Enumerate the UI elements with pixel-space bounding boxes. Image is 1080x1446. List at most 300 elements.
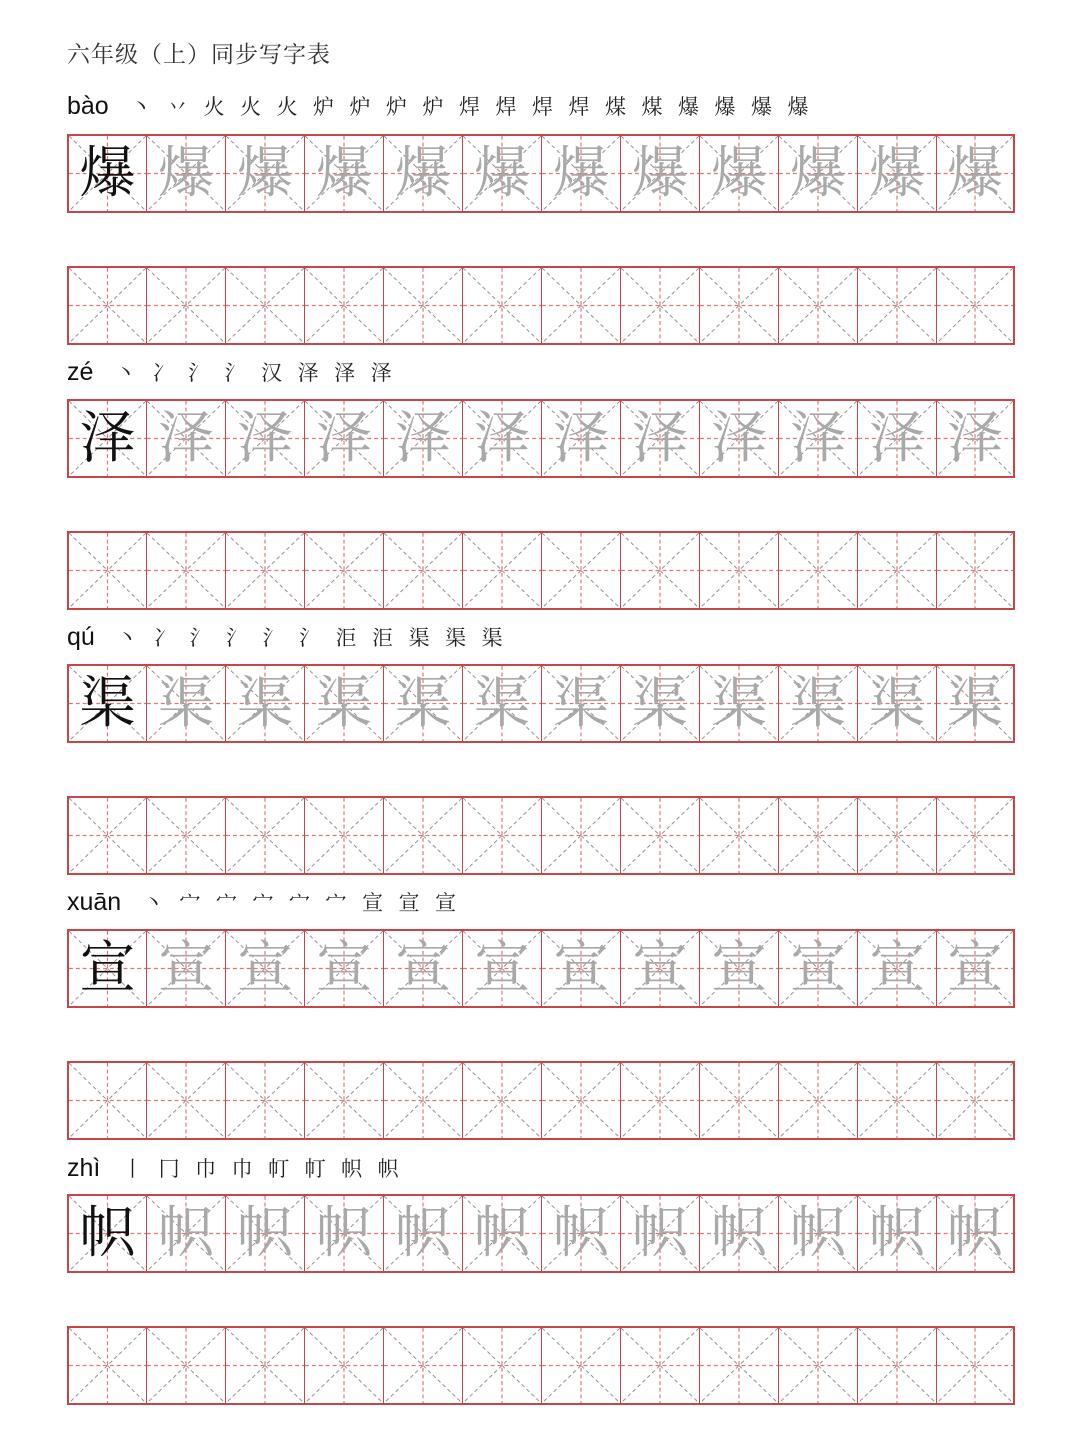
blank-practice-cell[interactable]: [383, 1328, 462, 1403]
trace-cell: [146, 666, 225, 741]
trace-character: 泽: [947, 405, 1003, 471]
stroke-step: 泽: [334, 361, 356, 385]
model-trace-row: [67, 1194, 1015, 1273]
mizige-guide-icon: [937, 268, 1013, 343]
trace-character: 帜: [237, 1200, 293, 1266]
trace-cell: [304, 136, 383, 211]
mizige-guide-icon: [700, 1328, 778, 1403]
trace-cell: [383, 401, 462, 476]
stroke-step: 冫: [151, 361, 173, 385]
trace-cell: [225, 666, 304, 741]
mizige-guide-icon: [779, 798, 857, 873]
blank-practice-cell[interactable]: [620, 798, 699, 873]
blank-practice-cell[interactable]: [462, 1328, 541, 1403]
mizige-guide-icon: [779, 1328, 857, 1403]
trace-cell: [699, 931, 778, 1006]
blank-practice-cell[interactable]: [225, 1063, 304, 1138]
trace-character: 帜: [158, 1200, 214, 1266]
mizige-guide-icon: [700, 533, 778, 608]
blank-practice-cell[interactable]: [304, 533, 383, 608]
trace-cell: [936, 1196, 1015, 1271]
trace-cell: [383, 1196, 462, 1271]
stroke-step: 宣: [434, 891, 456, 915]
blank-practice-row: [67, 1061, 1015, 1140]
blank-practice-cell[interactable]: [146, 1063, 225, 1138]
stroke-order-line: [67, 1148, 406, 1188]
mizige-guide-icon: [779, 268, 857, 343]
stroke-order-line: [67, 882, 464, 922]
blank-practice-cell[interactable]: [541, 798, 620, 873]
mizige-guide-icon: [621, 1328, 699, 1403]
stroke-step: 渠: [445, 626, 467, 650]
mizige-guide-icon: [384, 268, 462, 343]
blank-practice-cell[interactable]: [620, 533, 699, 608]
mizige-guide-icon: [147, 533, 225, 608]
mizige-guide-icon: [147, 268, 225, 343]
trace-cell: [225, 931, 304, 1006]
stroke-step: 氵: [188, 361, 210, 385]
trace-cell: [778, 931, 857, 1006]
model-cell: [67, 1196, 146, 1271]
stroke-step: 氵: [226, 626, 248, 650]
mizige-guide-icon: [937, 533, 1013, 608]
blank-practice-cell[interactable]: [857, 798, 936, 873]
mizige-guide-icon: [463, 533, 541, 608]
model-cell: [67, 136, 146, 211]
trace-cell: [541, 931, 620, 1006]
mizige-guide-icon: [542, 1328, 620, 1403]
blank-practice-cell[interactable]: [620, 268, 699, 343]
trace-cell: [857, 1196, 936, 1271]
model-cell: [67, 666, 146, 741]
trace-character: 宣: [158, 935, 214, 1001]
mizige-guide-icon: [700, 1063, 778, 1138]
stroke-step: 氵: [224, 361, 246, 385]
trace-cell: [383, 666, 462, 741]
stroke-step: 爆: [787, 95, 809, 119]
trace-character: 渠: [158, 670, 214, 736]
blank-practice-cell[interactable]: [699, 1063, 778, 1138]
mizige-guide-icon: [542, 268, 620, 343]
model-cell: [67, 931, 146, 1006]
blank-practice-cell[interactable]: [67, 1328, 146, 1403]
trace-cell: [146, 136, 225, 211]
trace-cell: [541, 401, 620, 476]
mizige-guide-icon: [937, 1063, 1013, 1138]
blank-practice-cell[interactable]: [857, 268, 936, 343]
trace-character: 渠: [790, 670, 846, 736]
blank-practice-cell[interactable]: [146, 268, 225, 343]
blank-practice-cell[interactable]: [304, 1063, 383, 1138]
trace-cell: [225, 401, 304, 476]
mizige-guide-icon: [621, 268, 699, 343]
trace-cell: [146, 931, 225, 1006]
trace-character: 渠: [632, 670, 688, 736]
trace-character: 泽: [553, 405, 609, 471]
blank-practice-cell[interactable]: [462, 268, 541, 343]
blank-practice-cell[interactable]: [225, 533, 304, 608]
trace-character: 帜: [474, 1200, 530, 1266]
stroke-step: 炉: [422, 95, 444, 119]
blank-practice-row: [67, 1326, 1015, 1405]
blank-practice-cell[interactable]: [936, 1063, 1015, 1138]
stroke-step: 宀: [325, 891, 347, 915]
stroke-step: 火: [239, 95, 261, 119]
stroke-step: 氵: [262, 626, 284, 650]
trace-character: 泽: [237, 405, 293, 471]
stroke-step: 丷: [166, 95, 188, 119]
stroke-step: 焊: [531, 95, 553, 119]
mizige-guide-icon: [384, 533, 462, 608]
mizige-guide-icon: [542, 1063, 620, 1138]
trace-cell: [541, 136, 620, 211]
pinyin-label: bào: [67, 91, 109, 120]
pinyin-label: qú: [67, 622, 95, 651]
blank-practice-cell[interactable]: [541, 1063, 620, 1138]
stroke-step: 汉: [261, 361, 283, 385]
stroke-step: 帜: [341, 1157, 363, 1181]
mizige-guide-icon: [384, 798, 462, 873]
mizige-guide-icon: [621, 798, 699, 873]
trace-cell: [857, 401, 936, 476]
trace-cell: [620, 931, 699, 1006]
trace-cell: [225, 136, 304, 211]
trace-character: 帜: [395, 1200, 451, 1266]
trace-character: 帜: [553, 1200, 609, 1266]
mizige-guide-icon: [305, 798, 383, 873]
blank-practice-cell[interactable]: [462, 798, 541, 873]
trace-character: 爆: [395, 140, 451, 206]
blank-practice-cell[interactable]: [67, 533, 146, 608]
stroke-step: 煤: [604, 95, 626, 119]
mizige-guide-icon: [384, 1328, 462, 1403]
blank-practice-cell[interactable]: [67, 1063, 146, 1138]
model-character: 帜: [79, 1200, 136, 1266]
stroke-step: 泽: [297, 361, 319, 385]
blank-practice-row: [67, 266, 1015, 345]
trace-cell: [304, 1196, 383, 1271]
stroke-order-line: [67, 617, 510, 657]
mizige-guide-icon: [69, 798, 146, 873]
trace-cell: [620, 136, 699, 211]
stroke-step: 煤: [641, 95, 663, 119]
trace-character: 泽: [711, 405, 767, 471]
trace-cell: [462, 666, 541, 741]
stroke-step: 洰: [335, 626, 357, 650]
mizige-guide-icon: [463, 1063, 541, 1138]
trace-character: 渠: [711, 670, 767, 736]
blank-practice-cell[interactable]: [778, 1063, 857, 1138]
blank-practice-cell[interactable]: [541, 1328, 620, 1403]
mizige-guide-icon: [147, 798, 225, 873]
blank-practice-cell[interactable]: [383, 798, 462, 873]
trace-cell: [146, 1196, 225, 1271]
stroke-step: 泽: [370, 361, 392, 385]
mizige-guide-icon: [700, 798, 778, 873]
stroke-step: 火: [276, 95, 298, 119]
blank-practice-cell[interactable]: [67, 798, 146, 873]
trace-character: 爆: [869, 140, 925, 206]
trace-cell: [778, 136, 857, 211]
stroke-step: 丶: [116, 626, 138, 650]
trace-cell: [857, 136, 936, 211]
stroke-step: 炉: [349, 95, 371, 119]
trace-character: 帜: [711, 1200, 767, 1266]
blank-practice-cell[interactable]: [857, 1328, 936, 1403]
trace-cell: [936, 401, 1015, 476]
mizige-guide-icon: [226, 268, 304, 343]
stroke-step: 渠: [481, 626, 503, 650]
blank-practice-cell[interactable]: [778, 533, 857, 608]
stroke-step: 丶: [142, 891, 164, 915]
stroke-step: 爆: [677, 95, 699, 119]
mizige-guide-icon: [463, 798, 541, 873]
blank-practice-cell[interactable]: [225, 268, 304, 343]
stroke-step: 爆: [750, 95, 772, 119]
trace-cell: [778, 401, 857, 476]
mizige-guide-icon: [858, 533, 936, 608]
trace-character: 帜: [316, 1200, 372, 1266]
blank-practice-cell[interactable]: [620, 1063, 699, 1138]
trace-character: 渠: [947, 670, 1003, 736]
mizige-guide-icon: [305, 1328, 383, 1403]
stroke-step: 宀: [179, 891, 201, 915]
mizige-guide-icon: [69, 533, 146, 608]
trace-cell: [936, 931, 1015, 1006]
blank-practice-cell[interactable]: [383, 533, 462, 608]
mizige-guide-icon: [937, 1328, 1013, 1403]
trace-cell: [699, 1196, 778, 1271]
stroke-step: 冫: [153, 626, 175, 650]
pinyin-label: xuān: [67, 887, 122, 916]
trace-cell: [383, 136, 462, 211]
mizige-guide-icon: [542, 533, 620, 608]
blank-practice-row: [67, 796, 1015, 875]
trace-cell: [383, 931, 462, 1006]
trace-character: 爆: [711, 140, 767, 206]
trace-character: 宣: [237, 935, 293, 1001]
blank-practice-cell[interactable]: [936, 798, 1015, 873]
trace-character: 泽: [316, 405, 372, 471]
trace-cell: [620, 401, 699, 476]
trace-cell: [778, 666, 857, 741]
trace-character: 爆: [632, 140, 688, 206]
trace-cell: [304, 931, 383, 1006]
blank-practice-cell[interactable]: [778, 268, 857, 343]
trace-cell: [462, 401, 541, 476]
mizige-guide-icon: [226, 1063, 304, 1138]
model-trace-row: [67, 929, 1015, 1008]
mizige-guide-icon: [69, 1063, 146, 1138]
trace-character: 宣: [553, 935, 609, 1001]
mizige-guide-icon: [621, 533, 699, 608]
stroke-step: 渠: [408, 626, 430, 650]
mizige-guide-icon: [858, 1328, 936, 1403]
trace-character: 泽: [869, 405, 925, 471]
stroke-step: 焊: [458, 95, 480, 119]
model-cell: [67, 401, 146, 476]
trace-character: 宣: [395, 935, 451, 1001]
trace-cell: [699, 666, 778, 741]
mizige-guide-icon: [858, 268, 936, 343]
blank-practice-cell[interactable]: [304, 1328, 383, 1403]
stroke-step: 炉: [385, 95, 407, 119]
blank-practice-cell[interactable]: [304, 268, 383, 343]
mizige-guide-icon: [542, 798, 620, 873]
stroke-step: 宀: [288, 891, 310, 915]
stroke-step: 帜: [377, 1157, 399, 1181]
trace-character: 渠: [316, 670, 372, 736]
blank-practice-row: [67, 531, 1015, 610]
mizige-guide-icon: [779, 533, 857, 608]
trace-character: 宣: [711, 935, 767, 1001]
mizige-guide-icon: [147, 1328, 225, 1403]
stroke-step: 丶: [115, 361, 137, 385]
trace-cell: [146, 401, 225, 476]
blank-practice-cell[interactable]: [936, 533, 1015, 608]
blank-practice-cell[interactable]: [857, 1063, 936, 1138]
mizige-guide-icon: [384, 1063, 462, 1138]
mizige-guide-icon: [858, 1063, 936, 1138]
trace-character: 宣: [869, 935, 925, 1001]
blank-practice-cell[interactable]: [936, 268, 1015, 343]
stroke-step: 宀: [215, 891, 237, 915]
stroke-step: 氵: [299, 626, 321, 650]
blank-practice-cell[interactable]: [699, 1328, 778, 1403]
blank-practice-cell[interactable]: [462, 533, 541, 608]
blank-practice-cell[interactable]: [146, 1328, 225, 1403]
stroke-step: 帄: [268, 1157, 290, 1181]
stroke-step: 洰: [372, 626, 394, 650]
model-trace-row: [67, 399, 1015, 478]
blank-practice-cell[interactable]: [699, 533, 778, 608]
trace-character: 宣: [947, 935, 1003, 1001]
blank-practice-cell[interactable]: [383, 1063, 462, 1138]
blank-practice-cell[interactable]: [146, 533, 225, 608]
stroke-step: 帄: [304, 1157, 326, 1181]
mizige-guide-icon: [226, 798, 304, 873]
blank-practice-cell[interactable]: [304, 798, 383, 873]
mizige-guide-icon: [305, 1063, 383, 1138]
blank-practice-cell[interactable]: [699, 798, 778, 873]
blank-practice-cell[interactable]: [146, 798, 225, 873]
mizige-guide-icon: [858, 798, 936, 873]
blank-practice-cell[interactable]: [857, 533, 936, 608]
trace-character: 爆: [947, 140, 1003, 206]
stroke-order-line: [67, 86, 816, 126]
trace-character: 爆: [158, 140, 214, 206]
trace-character: 渠: [474, 670, 530, 736]
blank-practice-cell[interactable]: [541, 533, 620, 608]
stroke-step: 丶: [130, 95, 152, 119]
blank-practice-cell[interactable]: [541, 268, 620, 343]
trace-character: 爆: [790, 140, 846, 206]
stroke-order-line: [67, 352, 399, 392]
trace-cell: [462, 931, 541, 1006]
trace-character: 帜: [869, 1200, 925, 1266]
trace-cell: [462, 136, 541, 211]
trace-cell: [541, 1196, 620, 1271]
blank-practice-cell[interactable]: [383, 268, 462, 343]
trace-character: 宣: [316, 935, 372, 1001]
trace-cell: [699, 136, 778, 211]
mizige-guide-icon: [621, 1063, 699, 1138]
blank-practice-cell[interactable]: [778, 1328, 857, 1403]
mizige-guide-icon: [147, 1063, 225, 1138]
trace-character: 渠: [395, 670, 451, 736]
stroke-step: 丨: [122, 1157, 144, 1181]
mizige-guide-icon: [305, 268, 383, 343]
blank-practice-cell[interactable]: [620, 1328, 699, 1403]
blank-practice-cell[interactable]: [462, 1063, 541, 1138]
blank-practice-cell[interactable]: [936, 1328, 1015, 1403]
trace-cell: [857, 666, 936, 741]
trace-cell: [225, 1196, 304, 1271]
trace-character: 泽: [158, 405, 214, 471]
trace-character: 爆: [553, 140, 609, 206]
trace-character: 爆: [316, 140, 372, 206]
trace-character: 渠: [553, 670, 609, 736]
stroke-step: 焊: [495, 95, 517, 119]
blank-practice-cell[interactable]: [778, 798, 857, 873]
blank-practice-cell[interactable]: [67, 268, 146, 343]
trace-cell: [778, 1196, 857, 1271]
trace-character: 渠: [869, 670, 925, 736]
stroke-step: 巾: [195, 1157, 217, 1181]
trace-character: 宣: [790, 935, 846, 1001]
trace-character: 爆: [237, 140, 293, 206]
stroke-step: 炉: [312, 95, 334, 119]
mizige-guide-icon: [226, 1328, 304, 1403]
stroke-step: 宣: [398, 891, 420, 915]
pinyin-label: zé: [67, 357, 94, 386]
model-character: 爆: [79, 140, 136, 206]
trace-cell: [541, 666, 620, 741]
stroke-step: 爆: [714, 95, 736, 119]
trace-character: 泽: [790, 405, 846, 471]
model-trace-row: [67, 664, 1015, 743]
stroke-step: 巾: [231, 1157, 253, 1181]
trace-character: 泽: [632, 405, 688, 471]
stroke-step: 宀: [252, 891, 274, 915]
mizige-guide-icon: [226, 533, 304, 608]
trace-character: 宣: [632, 935, 688, 1001]
mizige-guide-icon: [69, 268, 146, 343]
trace-character: 爆: [474, 140, 530, 206]
stroke-step: 宣: [361, 891, 383, 915]
blank-practice-cell[interactable]: [225, 798, 304, 873]
mizige-guide-icon: [305, 533, 383, 608]
mizige-guide-icon: [463, 1328, 541, 1403]
trace-cell: [462, 1196, 541, 1271]
model-character: 渠: [79, 670, 136, 736]
mizige-guide-icon: [937, 798, 1013, 873]
trace-cell: [857, 931, 936, 1006]
mizige-guide-icon: [69, 1328, 146, 1403]
model-character: 宣: [79, 935, 136, 1001]
trace-cell: [304, 666, 383, 741]
trace-character: 泽: [474, 405, 530, 471]
blank-practice-cell[interactable]: [225, 1328, 304, 1403]
trace-cell: [936, 136, 1015, 211]
trace-character: 帜: [947, 1200, 1003, 1266]
trace-character: 泽: [395, 405, 451, 471]
trace-cell: [620, 666, 699, 741]
blank-practice-cell[interactable]: [699, 268, 778, 343]
mizige-guide-icon: [779, 1063, 857, 1138]
model-character: 泽: [79, 405, 136, 471]
model-trace-row: [67, 134, 1015, 213]
